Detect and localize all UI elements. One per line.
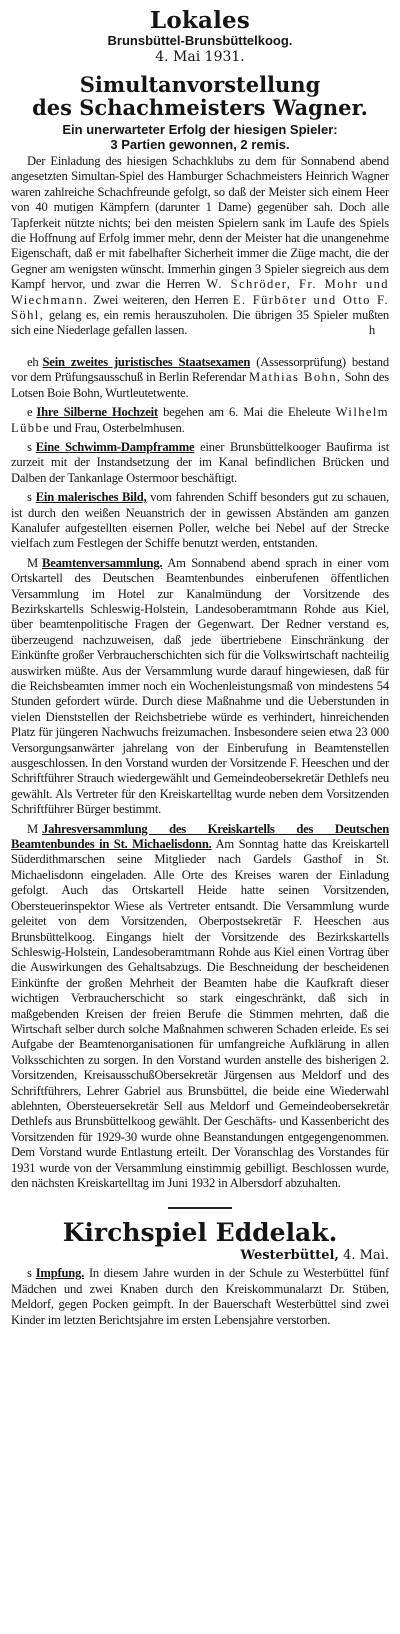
notice-mark: s bbox=[27, 439, 32, 454]
impfung-notice bbox=[11, 1266, 389, 1328]
place-date: 4. Mai. bbox=[338, 1248, 389, 1264]
newspaper-page bbox=[11, 8, 389, 1328]
section-title-2: Kirchspiel Eddelak. bbox=[62, 1218, 338, 1248]
notice-lead: Eine Schwimm-Dampframme bbox=[35, 439, 195, 454]
subheadline-line-1: Ein unerwarteter Erfolg der hiesigen Spieler: bbox=[62, 122, 338, 137]
notice-item bbox=[11, 440, 389, 486]
notice-text: Am Sonnabend abend sprach in einer vom Ortskartell des Deutschen Beamtenbundes einberufenen öffentlichen Versammlung im Hotel zur Kanalmündung der Vorsitzende des Bezirkskartells Schleswig-Holstein, Landesoberamtmann Rohde aus Kiel, über beamtenpolitische Fragen der Gegenwart. Der Redner verstand es, überzeugend nachzuweisen, daß jede übertriebene Einschränkung der Einkünfte großer Verbraucherschichten sich für die Volkswirtschaft nachteilig auswirken müßte. Aus der Versammlung wurde darauf hingewiesen, daß für die Reichsbeamten immer noch ein Wochenleistungsmaß von mindestens 54 Stunden gefordert würde. Durch diese Maßnahme und die Ueberstunden in vielen Dienststellen der Reichsbetriebe würde es verhindert, hinreichenden Platz für jüngeren Nachwuchs freizumachen. Insbesondere seien etwa 23 000 Versorgungsanwärter jahrelang von der Einberufung in Beamtenstellen ausgeschlossen. In den Vorstand wurden der Vorsitzende F. Heeschen und der Schriftführer Strauch wiedergewählt und Gemeindeobersekretär Dethlefs neu gewählt. Als Vertreter für den Kreiskartelltag wurde neben dem Vorsitzenden Schriftführer Bürger bestimmt. bbox=[11, 555, 389, 817]
subheadline-line-2: 3 Partien gewonnen, 2 remis. bbox=[110, 137, 290, 152]
article-body bbox=[11, 154, 389, 339]
notice-item bbox=[11, 405, 389, 436]
section-title: Lokales bbox=[149, 7, 251, 34]
notice-lead: Jahresversammlung des Kreiskartells des Deutschen Beamtenbundes in St. Michaelisdonn. bbox=[11, 821, 389, 852]
headline-line-2: des Schachmeisters Wagner. bbox=[32, 95, 368, 120]
notice-text: Am Sonntag hatte das Kreiskartell Süderdithmarschen seine Mitglieder nach Gardels Gasthof in St. Michaelisdonn eingeladen. Alle Orte des Kreises waren der Einladung gefolgt. Auch das Ortskartell Heide hatte seinen Vorsitzenden, Obersteuerinspektor Wiese als Vertreter entsandt. Die Versammlung wurde geleitet von dem Vorsitzenden, Oberpostsekretär F. Heeschen aus Brunsbüttelkoog. Eingangs hielt der Vorsitzende des Bezirkskartells Schleswig-Holstein, Landesoberamtmann Rohde aus Kiel einen Vortrag über die Auswirkungen des Gehaltsabzugs. Die Beschneidung der bescheidenen Einkünfte der großen Mehrheit der Beamten habe die Kaufkraft dieser wichtigen Verbraucherschicht so stark eingeschränkt, daß sich in maßgebenden Kreisen der freien Berufe die Stimmen mehrten, daß die Wirtschaft selber durch solche Maßnahmen schweren Schaden erleide. Es sei Aufgabe der Beamtenorganisationen für umfangreiche Aufklärung in allen Volksschichten zu sorgen. In den Vorstand wurden anstelle des bisherigen 2. Vorsitzenden, KreisausschußObersekretär Jürgensen aus Meldorf und des Schriftführers, Lehrer Gabriel aus Brunsbüttel, die beide eine Wiederwahl ablehnten, Obersteuersekretär Sell aus Meldorf und Gemeindeobersekretär Dethlefs aus Brunsbüttelkoog gewählt. Der Geschäfts- und Kassenbericht des Vorsitzenden für 1929-30 wurde ohne Beanstandungen entgegengenommen. Dem Vorstand wurde Entlastung erteilt. Der Voranschlag des Vorstandes für 1931 wurde von der Versammlung einstimmig gebilligt. Beschlossen wurde, den nächsten Kreiskartelltag im Juni 1932 in Albersdorf abzuhalten. bbox=[11, 837, 390, 1190]
jahres-report bbox=[11, 822, 389, 1192]
notice-item bbox=[11, 490, 389, 552]
names-remis: E. Fürböter und Otto F. Söhl, bbox=[11, 292, 389, 323]
body-text: Der Einladung des hiesigen Schachklubs zu dem für Sonnabend abend angesetzten Simultan-Spiel des Hamburger Schachmeisters Heinrich Wagner waren zahlreiche Schachfreunde gefolgt, so daß der Meister sich einem Heer von 40 mutigen Kämpfern (darunter 1 Dame) gegenüber sah. Doch alle Tapferkeit nützte nichts; bei den meisten Spielern sank im Laufe des Spiels die Hoffnung auf Erfolg immer mehr, denn der Meister hat die unangenehme Eigenschaft, daß er mit fabelhafter Sicherheit immer die Züge macht, die der Gegner am wenigsten wünscht. Immerhin gingen 3 Spieler siegreich aus dem Kampf hervor, und zwar die Herren bbox=[11, 154, 389, 292]
notice-lead: Impfung. bbox=[35, 1266, 85, 1281]
names-winners: W. Schröder, Fr. Mohr und Wiechmann. bbox=[11, 277, 389, 307]
beamten-report bbox=[11, 556, 389, 818]
notice-text: (Assessorprüfung) bestand vor dem Prüfungsausschuß in Berlin Referendar bbox=[11, 354, 389, 385]
article-subheadline bbox=[11, 122, 389, 152]
notice-text: und Frau, Osterbelmhusen. bbox=[50, 420, 185, 435]
notice-text: Sohn des Lotsen Boie Bohn, Wurtleutetwente. bbox=[11, 370, 389, 400]
author-signature: h bbox=[368, 323, 375, 338]
notice-mark: M bbox=[27, 555, 38, 570]
article-headline bbox=[11, 73, 389, 119]
body-text: gelang es, ein remis herauszuholen. Die übrigen 35 Spieler mußten sich eine Niederlage gefallen lassen. bbox=[11, 308, 389, 338]
notice-lead: Beamtenversammlung. bbox=[42, 555, 163, 570]
headline-line-1: Simultanvorstellung bbox=[79, 72, 321, 97]
place-name: Westerbüttel, bbox=[240, 1248, 339, 1264]
notice-text: vom fahrenden Schiff besonders gut zu schauen, ist durch den weißen Neuanstrich der in gewissen Abständen am ganzen Kanalufer aufgestellten eisernen Poller, welche bei Nebel auf der Strecke vielfach zum Festlegen der Schiffe benutzt werden, entstanden. bbox=[11, 490, 389, 551]
notice-item bbox=[11, 355, 389, 401]
dateline: 4. Mai 1931. bbox=[155, 49, 245, 65]
notice-mark: s bbox=[27, 1266, 32, 1281]
placeline: Brunsbüttel-Brunsbüttelkoog. bbox=[107, 33, 293, 48]
notice-name: Wilhelm Lübbe bbox=[11, 405, 390, 435]
notice-mark: e bbox=[27, 405, 33, 420]
notice-name: Mathias Bohn, bbox=[248, 370, 342, 385]
notice-lead: Ein malerisches Bild, bbox=[35, 490, 147, 505]
notice-mark: M bbox=[27, 821, 38, 836]
section2-placeline bbox=[11, 1248, 389, 1264]
notice-text: In diesem Jahre wurden in der Schule zu Westerbüttel fünf Mädchen und zwei Knaben durch den Kreiskommunalarzt Dr. Stüben, Meldorf, gegen Pocken geimpft. In der Bauerschaft Westerbüttel sind zwei Kinder im letzten Berichtsjahre im ersten Lebensjahre verstorben. bbox=[11, 1266, 389, 1327]
body-text: Zwei weiteren, den Herren bbox=[88, 292, 233, 307]
notice-mark: s bbox=[27, 490, 32, 505]
notice-mark: eh bbox=[27, 354, 39, 369]
notice-text: einer Brunsbüttelkooger Baufirma ist zurzeit mit der Instandsetzung der im Kanal befindlichen Brücken und Dalben der Tankanlage Ostermoor beschäftigt. bbox=[11, 439, 389, 485]
notice-lead: Sein zweites juristisches Staatsexamen bbox=[42, 354, 251, 369]
section-divider bbox=[168, 1207, 232, 1209]
notice-text: begehen am 6. Mai die Eheleute bbox=[157, 405, 336, 420]
notice-lead: Ihre Silberne Hochzeit bbox=[36, 405, 158, 420]
